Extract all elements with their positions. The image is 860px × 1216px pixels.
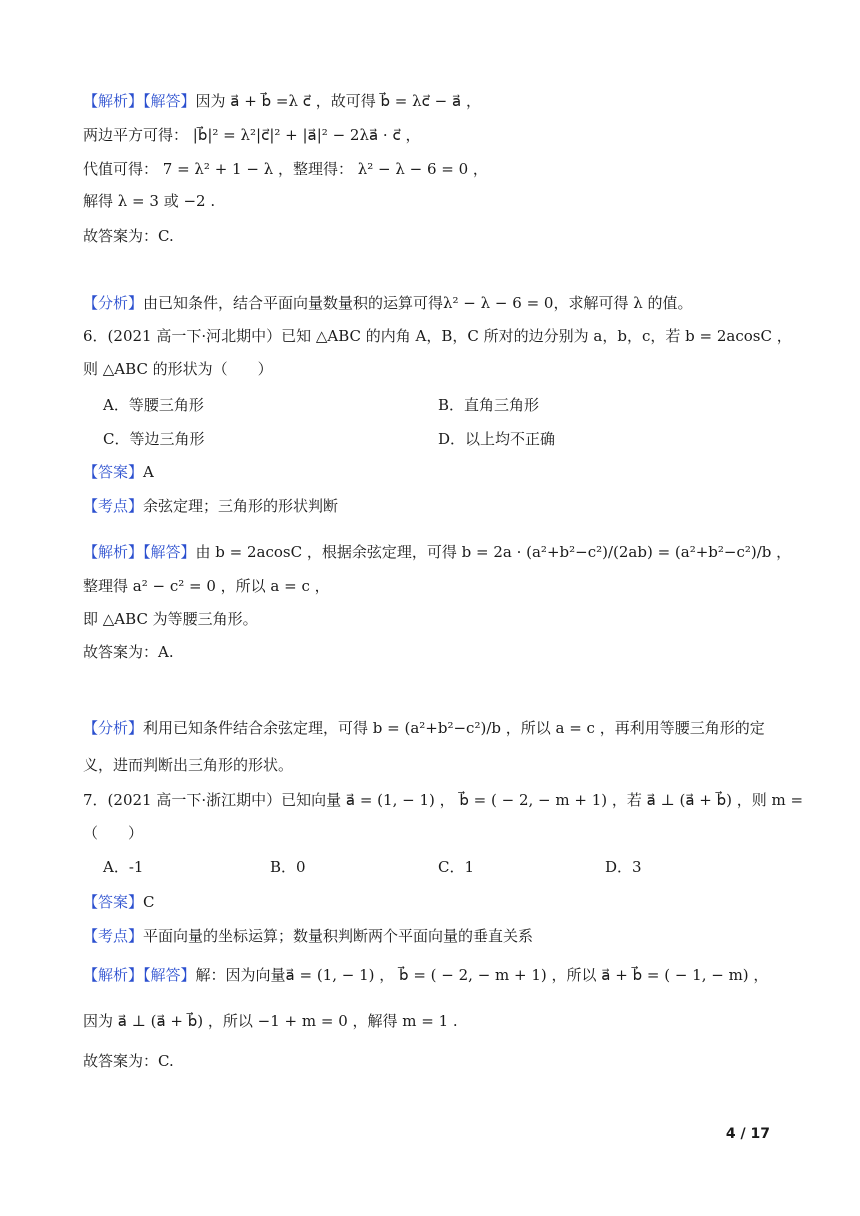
text-line: 即 △ABC 为等腰三角形。 (83, 610, 258, 628)
text-line: 6．(2021 高一下·河北期中）已知 △ABC 的内角 A，B，C 所对的边分别为 a，b，c，若 b = 2acosC ， (83, 327, 792, 345)
text-line: 两边平方可得： |b⃗|² = λ²|c⃗|² + |a⃗|² − 2λa⃗ · c⃗ ， (83, 126, 421, 144)
section-tag: 【解答】 (143, 92, 196, 110)
text-line: 【解析】【解答】解：因为向量a⃗ = (1, − 1) ， b⃗ = ( − 2, − m + 1) ，所以 a⃗ + b⃗ = ( − 1, − m) ， (83, 966, 769, 984)
text-line: 【解析】【解答】因为 a⃗ + b⃗ =λ c⃗ ，故可得 b⃗ = λc⃗ − a⃗ ， (83, 92, 481, 110)
page-number: 4 / 17 (725, 1126, 770, 1142)
text-line: （ ） (83, 824, 144, 842)
section-tag: 【解析】 (83, 966, 144, 984)
section-tag: 【考点】 (83, 497, 144, 515)
text-line: 故答案为：C. (83, 227, 174, 245)
answer-option: C．1 (438, 858, 475, 876)
text-line: 整理得 a² − c² = 0 ，所以 a = c ， (83, 577, 330, 595)
text-line: 【答案】A (83, 463, 154, 481)
text-line: 解得 λ = 3 或 −2 . (83, 192, 216, 210)
section-tag: 【解析】 (83, 92, 144, 110)
section-tag: 【解答】 (143, 543, 196, 561)
section-tag: 【答案】 (83, 893, 144, 911)
answer-option: D．以上均不正确 (438, 430, 556, 448)
section-tag: 【考点】 (83, 927, 144, 945)
text-line: 7．(2021 高一下·浙江期中）已知向量 a⃗ = (1, − 1) ， b⃗ = ( − 2, − m + 1) ，若 a⃗ ⊥ (a⃗ + b⃗) ，则 m = (83, 791, 804, 809)
text-line: 【分析】利用已知条件结合余弦定理，可得 b = (a²+b²−c²)/b ，所以 a = c ，再利用等腰三角形的定 (83, 719, 765, 737)
section-tag: 【解析】 (83, 543, 144, 561)
answer-option: C．等边三角形 (103, 430, 205, 448)
answer-option: B．直角三角形 (438, 396, 540, 414)
section-tag: 【分析】 (83, 719, 144, 737)
text-line: 故答案为：C. (83, 1052, 174, 1070)
text-line: 因为 a⃗ ⊥ (a⃗ + b⃗) ，所以 −1 + m = 0 ，解得 m = 1 . (83, 1012, 458, 1030)
text-line: 【考点】平面向量的坐标运算；数量积判断两个平面向量的垂直关系 (83, 927, 534, 945)
text-line: 代值可得： 7 = λ² + 1 − λ ，整理得： λ² − λ − 6 = 0 ， (83, 160, 488, 178)
text-line: 则 △ABC 的形状为（ ） (83, 360, 273, 378)
text-line: 【分析】由已知条件，结合平面向量数量积的运算可得λ² − λ − 6 = 0，求解可得 λ 的值。 (83, 294, 693, 312)
text-line: 义，进而判断出三角形的形状。 (83, 756, 294, 774)
section-tag: 【答案】 (83, 463, 144, 481)
answer-option: D．3 (605, 858, 642, 876)
answer-option: A．-1 (103, 858, 144, 876)
text-line: 【答案】C (83, 893, 155, 911)
text-line: 【考点】余弦定理；三角形的形状判断 (83, 497, 339, 515)
text-line: 故答案为：A. (83, 643, 174, 661)
answer-option: A．等腰三角形 (103, 396, 204, 414)
answer-option: B．0 (270, 858, 306, 876)
section-tag: 【分析】 (83, 294, 144, 312)
text-line: 【解析】【解答】由 b = 2acosC ，根据余弦定理，可得 b = 2a · (a²+b²−c²)/(2ab) = (a²+b²−c²)/b ， (83, 543, 792, 561)
section-tag: 【解答】 (143, 966, 196, 984)
